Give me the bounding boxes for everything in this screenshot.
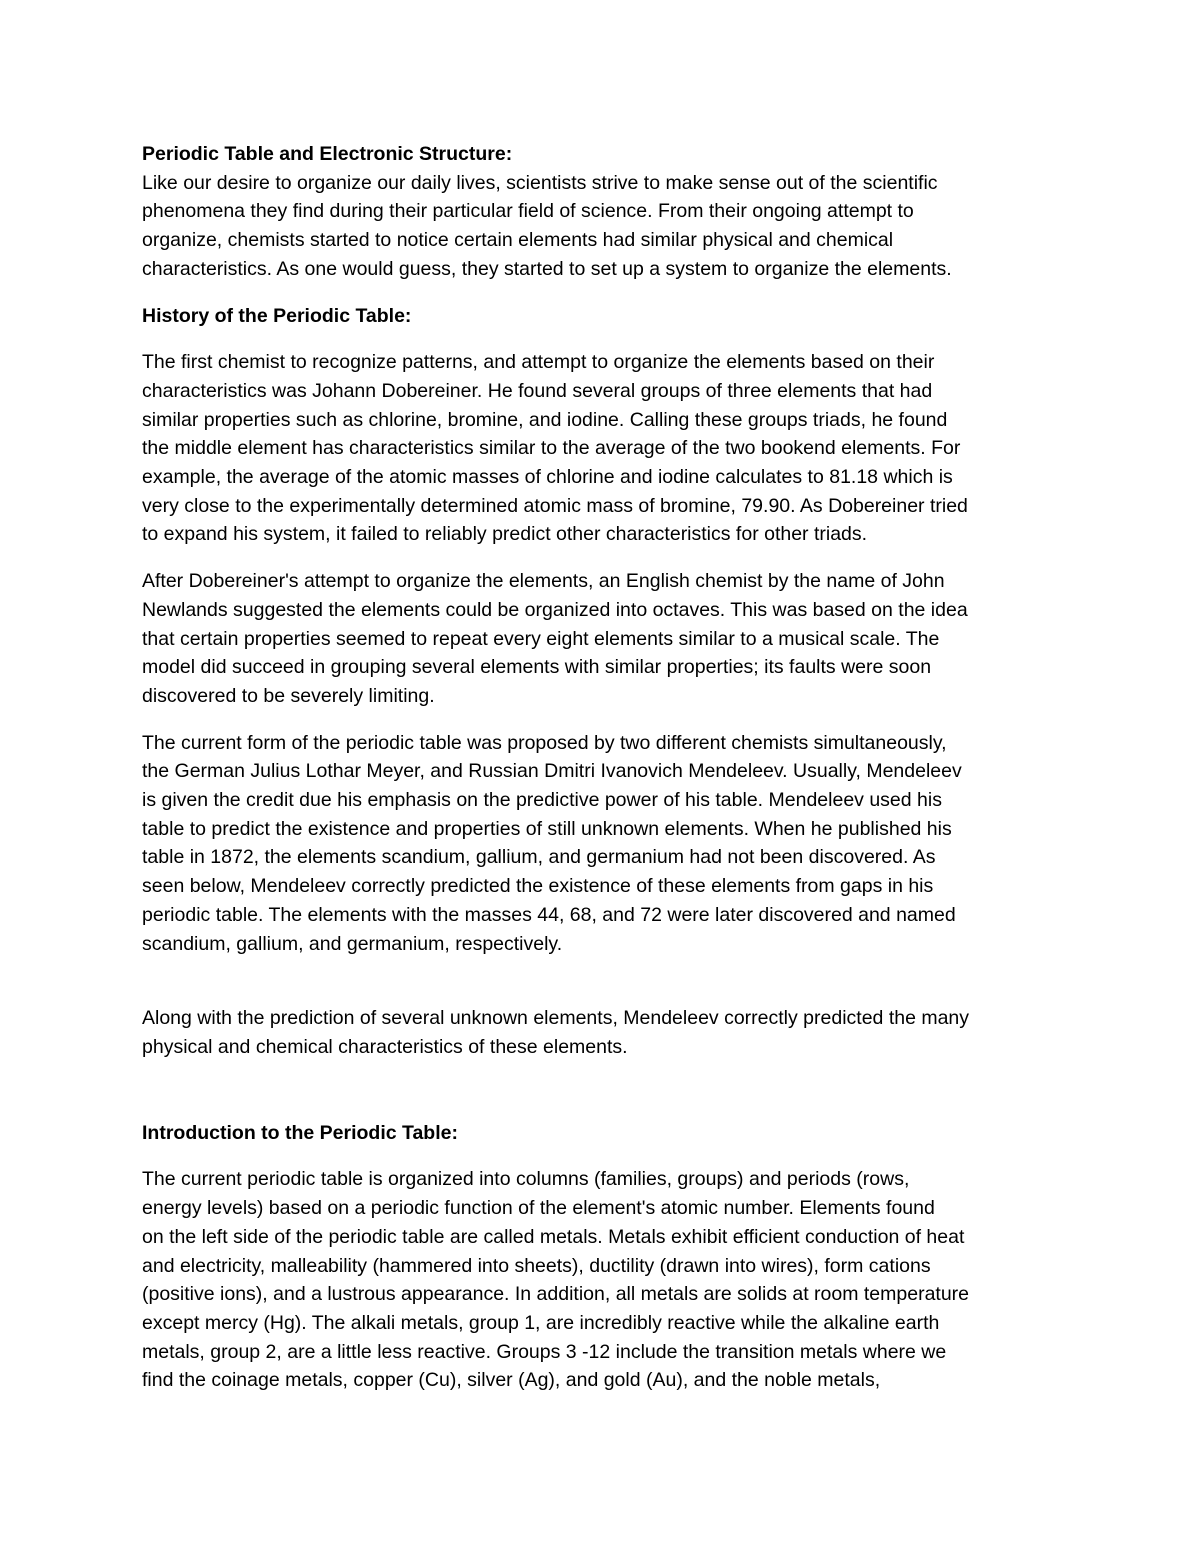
text-line: The current periodic table is organized into columns (families, groups) and periods (rows, <box>142 1168 910 1191</box>
text-line: example, the average of the atomic masses of chlorine and iodine calculates to 81.18 which is <box>142 466 953 489</box>
text-line: (positive ions), and a lustrous appearance. In addition, all metals are solids at room temperature <box>142 1283 970 1306</box>
history-heading: History of the Periodic Table: <box>142 304 412 327</box>
text-line: Like our desire to organize our daily lives, scientists strive to make sense out of the scientific <box>142 171 938 194</box>
text-line: characteristics was Johann Dobereiner. He found several groups of three elements that had <box>142 379 933 402</box>
text-line: physical and chemical characteristics of these elements. <box>142 1035 628 1058</box>
text-line: organize, chemists started to notice certain elements had similar physical and chemical <box>142 229 894 252</box>
text-line: After Dobereiner's attempt to organize the elements, an English chemist by the name of John <box>142 570 945 593</box>
text-line: The first chemist to recognize patterns, and attempt to organize the elements based on their <box>142 351 935 374</box>
text-line: the middle element has characteristics similar to the average of the two bookend elements. For <box>142 437 961 460</box>
text-line: metals, group 2, are a little less reactive. Groups 3 -12 include the transition metals where we <box>142 1340 947 1363</box>
text-line: seen below, Mendeleev correctly predicted the existence of these elements from gaps in his <box>142 875 934 898</box>
text-line: is given the credit due his emphasis on the predictive power of his table. Mendeleev used his <box>142 789 942 812</box>
document-page <box>142 140 1072 1395</box>
text-line: Along with the prediction of several unknown elements, Mendeleev correctly predicted the many <box>142 1007 970 1030</box>
history-paragraph <box>142 1004 1072 1061</box>
text-line: to expand his system, it failed to reliably predict other characteristics for other triads. <box>142 523 868 546</box>
introduction-paragraph <box>142 1165 1072 1395</box>
text-line: phenomena they find during their particular field of science. From their ongoing attempt to <box>142 200 914 223</box>
text-line: characteristics. As one would guess, they started to set up a system to organize the elements. <box>142 257 952 280</box>
text-line: very close to the experimentally determined atomic mass of bromine, 79.90. As Dobereiner tried <box>142 494 968 517</box>
text-line: Newlands suggested the elements could be organized into octaves. This was based on the idea <box>142 598 968 621</box>
history-paragraph <box>142 348 1072 549</box>
text-line: The current form of the periodic table was proposed by two different chemists simultaneously, <box>142 731 947 754</box>
text-line: on the left side of the periodic table are called metals. Metals exhibit efficient conduction of heat <box>142 1225 965 1248</box>
text-line: except mercy (Hg). The alkali metals, group 1, are incredibly reactive while the alkaline earth <box>142 1311 940 1334</box>
text-line: table in 1872, the elements scandium, gallium, and germanium had not been discovered. As <box>142 846 936 869</box>
text-line: periodic table. The elements with the masses 44, 68, and 72 were later discovered and named <box>142 903 956 926</box>
text-line: the German Julius Lothar Meyer, and Russian Dmitri Ivanovich Mendeleev. Usually, Mendeleev <box>142 760 962 783</box>
text-line: model did succeed in grouping several elements with similar properties; its faults were soon <box>142 656 932 679</box>
text-line: scandium, gallium, and germanium, respectively. <box>142 932 563 955</box>
document-title: Periodic Table and Electronic Structure: <box>142 143 513 165</box>
text-line: similar properties such as chlorine, bromine, and iodine. Calling these groups triads, he found <box>142 408 948 431</box>
intro-paragraph <box>142 169 1072 284</box>
text-line: that certain properties seemed to repeat every eight elements similar to a musical scale. The <box>142 627 940 650</box>
text-line: table to predict the existence and properties of still unknown elements. When he published his <box>142 817 952 840</box>
history-paragraph <box>142 729 1072 959</box>
text-line: find the coinage metals, copper (Cu), silver (Ag), and gold (Au), and the noble metals, <box>142 1369 881 1392</box>
history-paragraph <box>142 567 1072 711</box>
introduction-heading: Introduction to the Periodic Table: <box>142 1121 458 1144</box>
text-line: energy levels) based on a periodic function of the element's atomic number. Elements found <box>142 1197 935 1220</box>
text-line: and electricity, malleability (hammered into sheets), ductility (drawn into wires), form cations <box>142 1254 931 1277</box>
text-line: discovered to be severely limiting. <box>142 684 435 707</box>
